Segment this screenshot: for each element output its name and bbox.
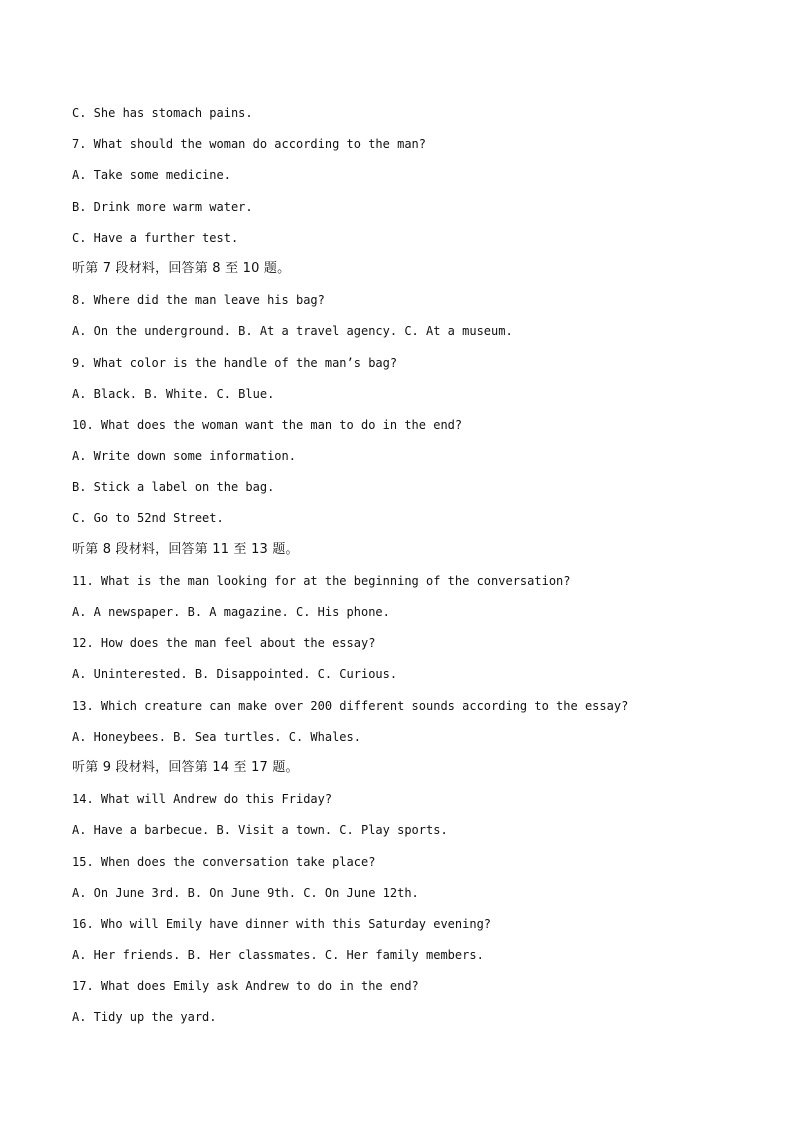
section-heading: 听第 9 段材料，回答第 14 至 17 题。: [72, 759, 299, 775]
option-line: A. Have a barbecue. B. Visit a town. C. Play sports.: [72, 823, 448, 838]
question-line: 15. When does the conversation take place?: [72, 854, 376, 869]
question-line: 14. What will Andrew do this Friday?: [72, 792, 333, 807]
option-line: A. Honeybees. B. Sea turtles. C. Whales.: [72, 729, 361, 744]
option-line: A. Black. B. White. C. Blue.: [72, 386, 275, 401]
question-line: 16. Who will Emily have dinner with this Saturday evening?: [72, 916, 492, 931]
option-line: A. A newspaper. B. A magazine. C. His phone.: [72, 605, 390, 619]
document-body: [72, 103, 762, 1039]
question-line: 12. How does the man feel about the essay?: [72, 636, 376, 651]
question-line: 7. What should the woman do according to the man?: [72, 137, 427, 152]
option-line: B. Stick a label on the bag.: [72, 480, 275, 495]
question-line: 10. What does the woman want the man to do in the end?: [72, 417, 463, 432]
option-line: B. Drink more warm water.: [72, 199, 253, 214]
option-line: A. Take some medicine.: [72, 168, 231, 183]
section-heading: 听第 8 段材料，回答第 11 至 13 题。: [72, 541, 299, 557]
option-line: A. On the underground. B. At a travel agency. C. At a museum.: [72, 324, 513, 339]
question-line: 9. What color is the handle of the man’s bag?: [72, 355, 398, 370]
section-heading: 听第 7 段材料，回答第 8 至 10 题。: [72, 260, 291, 276]
option-line: A. Tidy up the yard.: [72, 1010, 217, 1025]
question-line: 13. Which creature can make over 200 different sounds according to the essay?: [72, 698, 629, 713]
question-line: 11. What is the man looking for at the beginning of the conversation?: [72, 573, 571, 588]
option-line: A. Uninterested. B. Disappointed. C. Curious.: [72, 667, 398, 682]
question-line: 8. Where did the man leave his bag?: [72, 293, 325, 308]
option-line: A. Her friends. B. Her classmates. C. Her family members.: [72, 948, 484, 963]
option-line: C. Have a further test.: [72, 230, 239, 245]
option-line: C. Go to 52nd Street.: [72, 511, 224, 526]
question-line: 17. What does Emily ask Andrew to do in the end?: [72, 979, 419, 994]
option-line: C. She has stomach pains.: [72, 106, 253, 120]
option-line: A. Write down some information.: [72, 449, 296, 464]
option-line: A. On June 3rd. B. On June 9th. C. On June 12th.: [72, 885, 419, 900]
